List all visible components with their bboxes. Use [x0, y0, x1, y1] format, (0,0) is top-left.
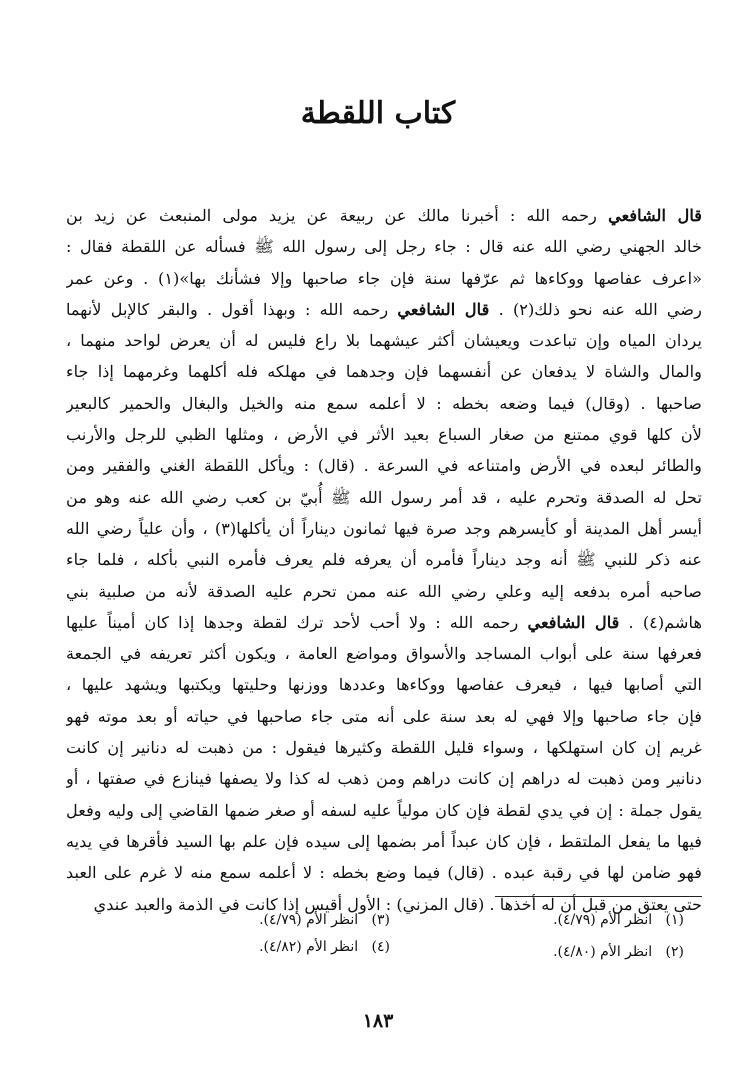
line-text: صاحبه أمره بدفعه إليه وعلي رضي الله عنه ممن تحرم عليه الصدقة لأنه من صلبية بني: [66, 581, 702, 601]
line-text: «اعرف عفاصها ووكاءها ثم عرّفها سنة فإن جاء صاحبها وإلا فشأنك بها»(١) . وعن عمر: [66, 268, 702, 288]
text-line: [66, 263, 702, 294]
speaker-name: قال الشافعي: [397, 299, 490, 319]
text-line: [66, 231, 702, 262]
line-text: غريم إن كان استهلكها ، وسواء قليل اللقطة وكثيرها فيقول : من ذهبت له دنانير إن كانت: [66, 738, 702, 758]
line-text: يقول جملة : إن في يدي لقطة فإن كان مولياً عليه لسفه أو صغر ضمها القاضي إلى وليه وفعل: [66, 800, 702, 820]
text-line: [66, 826, 702, 857]
line-text: فهو ضامن لها في رقبة عبده . (قال) فيما وضع بخطه : لا أعلمه سمع منه لا غرم على العبد: [66, 863, 702, 883]
text-line: [66, 513, 702, 544]
footnote-text: انظر الأم (٤/٧٩).: [553, 912, 653, 928]
line-text: دنانير ومن ذهبت له دراهم إن كانت دراهم ومن ذهب له كذا ولا يصفها فينازع في صفتها ، أو: [66, 769, 702, 789]
line-text: رحمه الله : ولا أحب لأحد ترك لقطة وجدها إذا كان أميناً عليها: [66, 612, 528, 632]
line-text: التي أصابها فيها ، فيعرف عفاصها ووكاءها وعددها ووزنها وحليتها ويكتبها ويشهد عليها ،: [66, 675, 702, 695]
line-text: صاحبها . (وقال) فيما وضعه بخطه : لا أعلمه سمع منه والخيل والبغال والحمير كالبعير: [66, 393, 702, 413]
text-line: [66, 482, 702, 513]
text-line: [66, 701, 702, 732]
line-text: عنه ذكر للنبي ﷺ أنه وجد ديناراً فأمره أن يعرفه فلم يعرف فأمره النبي بأكله ، فلما جاء: [66, 550, 702, 570]
text-line: [66, 294, 702, 325]
line-text: رضي الله عنه نحو ذلك(٢) .: [498, 299, 702, 319]
line-text: فعرفها سنة على أبواب المساجد والأسواق ومواضع العامة ، ويكون أكثر تعريفه في الجمعة: [66, 644, 702, 664]
text-line: [66, 857, 702, 888]
line-text: خالد الجهني رضي الله عنه قال : جاء رجل إلى رسول الله ﷺ فسأله عن اللقطة فقال :: [66, 237, 702, 257]
footnote-4: [259, 939, 390, 955]
line-text: حتى يعتق من قبل أن له أخذها . (قال المزني) : الأول أقيس إذا كانت في الذمة والعبد عندي: [93, 894, 702, 914]
text-line: [66, 638, 702, 669]
footnote-divider: [495, 896, 702, 897]
line-text: والطائر لبعده في الأرض وامتناعه في السرعة . (قال) : ويأكل اللقطة الغني والفقير ومن: [66, 456, 702, 476]
text-line: [66, 669, 702, 700]
line-text: هاشم(٤) .: [628, 612, 702, 632]
line-text: يردان المياه وإن تباعدت ويعيشان أكثر عيشهما بلا راع فليس له أن يعرض لواحد منهما ،: [66, 331, 702, 351]
line-text: والمال والشاة لا يدفعان عن أنفسهما فإن وجدهما في مهلكه فله أكلهما وغرمهما إذا جاء: [66, 362, 702, 382]
page-number: ١٨٣: [362, 1010, 394, 1032]
text-line: [66, 419, 702, 450]
line-text: رحمه الله : وبهذا أقول . والبقر كالإبل لأنهما: [66, 299, 398, 319]
line-text: رحمه الله : أخبرنا مالك عن ربيعة عن يزيد مولى المنبعث عن زيد بن: [66, 206, 609, 225]
text-line: [66, 325, 702, 356]
speaker-name: قال الشافعي: [608, 206, 702, 225]
text-line: [66, 607, 702, 638]
footnote-2: [553, 944, 684, 960]
line-text: أيسر أهل المدينة أو كأيسرهم وجد صرة فيها ثمانون ديناراً أن يأكلها(٣) ، وأن علياً رضي الله: [66, 518, 702, 538]
footnote-text: انظر الأم (٤/٨٢).: [259, 939, 359, 955]
footnote-text: انظر الأم (٤/٨٠).: [553, 944, 653, 960]
main-paragraph: [66, 200, 702, 920]
text-line: [66, 356, 702, 387]
line-text: فيها ما يفعل الملتقط ، فإن كان عبداً أمر بضمها إلى سيده فإن علم بها السيد فأقرها في يديه: [66, 831, 702, 851]
line-text: تحل له الصدقة وتحرم عليه ، قد أمر رسول الله ﷺ أُبيّ بن كعب رضي الله عنه وهو من: [66, 487, 702, 507]
text-line: [66, 763, 702, 794]
footnote-1: [553, 912, 684, 928]
speaker-name: قال الشافعي: [527, 612, 620, 632]
text-line: [66, 388, 702, 419]
text-line: [66, 200, 702, 231]
footnote-number: (٤): [371, 939, 390, 955]
text-line: [66, 795, 702, 826]
text-line: [66, 450, 702, 481]
footnote-3: [259, 912, 390, 928]
line-text: فإن جاء صاحبها وإلا فهي له بعد سنة على أنه متى جاء صاحبها في حياته أو بعد موته فهو: [66, 706, 702, 726]
footnote-number: (٣): [371, 912, 390, 928]
footnote-number: (١): [665, 912, 684, 928]
text-line: [66, 544, 702, 575]
footnote-text: انظر الأم (٤/٧٩).: [259, 912, 359, 928]
footnote-number: (٢): [665, 944, 684, 960]
text-line: [66, 576, 702, 607]
line-text: لأن كلها قوي ممتنع من صغار السباع بعيد الأثر في الأرض ، ومثلها الظبي للرجل والأرنب: [66, 425, 702, 445]
text-line: [66, 732, 702, 763]
chapter-title: كتاب اللقطة: [300, 96, 456, 131]
